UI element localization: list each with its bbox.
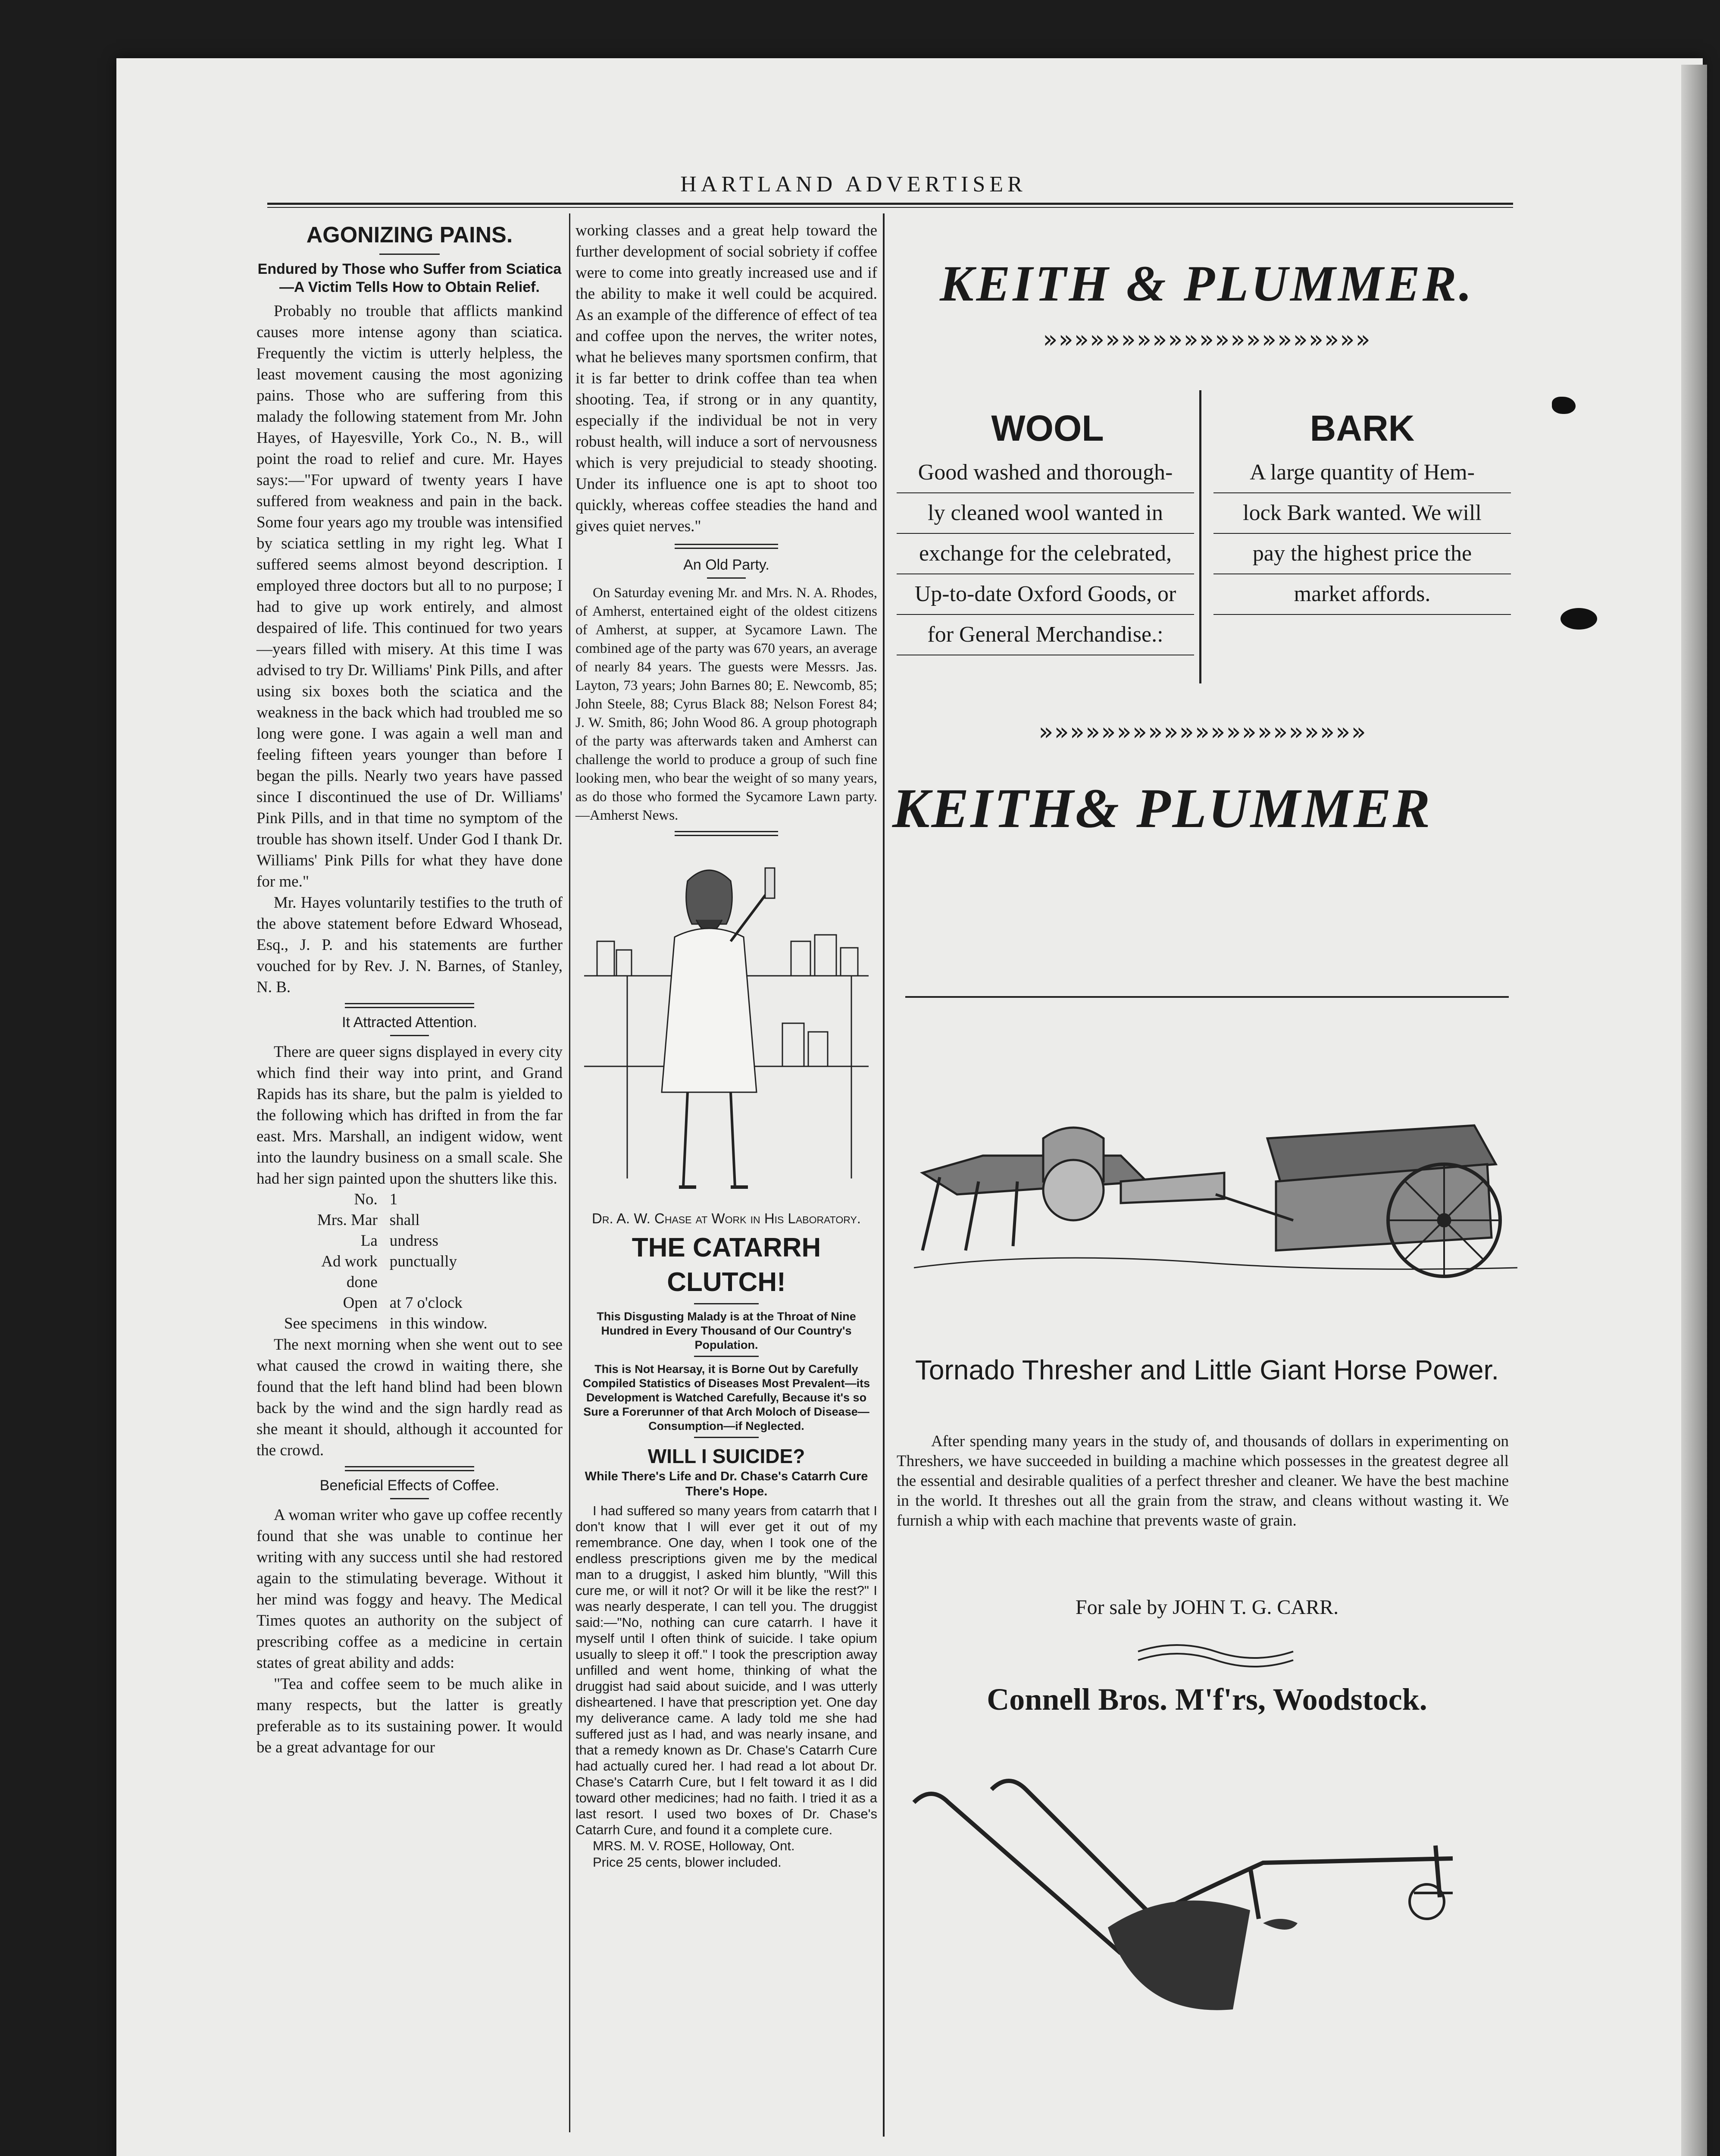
bark-line: lock Bark wanted. We will (1213, 493, 1511, 534)
catarrh-clutch-title: THE CATARRH CLUTCH! (632, 1233, 821, 1297)
ornament-icon (1129, 1639, 1302, 1673)
separator (694, 1437, 759, 1438)
sign-cell: punctually (389, 1253, 457, 1270)
sign-cell: in this window. (389, 1315, 488, 1332)
masthead-rule-thin (267, 207, 1513, 208)
double-rule (345, 1003, 474, 1008)
page-fold-edge (1681, 65, 1707, 2156)
wool-line: exchange for the celebrated, (897, 534, 1194, 574)
wool-text (897, 453, 1194, 655)
catarrh-subtitle-1: This Disgusting Malady is at the Throat of Nine Hundred in Every Thousand of Our Country's Population. (597, 1310, 856, 1351)
chevron-border-icon: »»»»»»»»»»»»»»»»»»»»» (1043, 326, 1371, 354)
bark-line: pay the highest price the (1213, 534, 1511, 574)
wool-line: ly cleaned wool wanted in (897, 493, 1194, 534)
double-rule (675, 831, 778, 836)
thresher-illustration (914, 1121, 1517, 1302)
article-subtitle: Endured by Those who Suffer from Sciatica—A Victim Tells How to Obtain Relief. (257, 261, 562, 295)
sign-cell: La (360, 1232, 378, 1250)
separator (379, 254, 440, 255)
article-paragraph: "Tea and coffee seem to be much alike in many respects, but the latter is greatly preferable as to its sustaining power. It would be a great advantage for our (256, 1675, 563, 1756)
sign-cell: No. (354, 1191, 378, 1208)
paper-blemish (1561, 608, 1597, 630)
keith-plummer-title: KEITH & PLUMMER. (939, 255, 1475, 312)
signature-line: MRS. M. V. ROSE, Holloway, Ont. (593, 1838, 795, 1853)
column-2 (575, 220, 877, 1871)
bark-line: A large quantity of Hem- (1213, 453, 1511, 493)
paper-blemish (1552, 397, 1576, 414)
sign-table (278, 1189, 494, 1334)
catarrh-subtitle-2: This is Not Hearsay, it is Borne Out by Carefully Compiled Statistics of Diseases Most Prevalent—its Development is Watched Carefully, Because it's so Sure a Forerunner of that Arch Moloch of Disease—Consumption—if Neglected. (582, 1363, 870, 1432)
article-title-attracted-attention: It Attracted Attention. (342, 1014, 477, 1031)
box-divider (1199, 390, 1201, 683)
ad-rule (905, 996, 1509, 998)
keith-plummer-title-2: KEITH& PLUMMER (892, 777, 1432, 840)
article-paragraph: On Saturday evening Mr. and Mrs. N. A. Rhodes, of Amherst, entertained eight of the oldest citizens of Amherst, at supper, at Sycamore Lawn. The combined age of the party was 670 years, an average of nearly 84 years. The guests were Messrs. Jas. Layton, 73 years; John Barnes 80; E. Newcomb, 85; John Steele, 88; Cyrus Black 88; Nelson Forest 84; J. W. Smith, 86; John Wood 86. A group photograph of the party was afterwards taken and Amherst can challenge the world to produce a group of such fine looking men, who bear the weight of so many years, as do those who formed the Sycamore Lawn party.—Amherst News. (575, 585, 877, 823)
will-i-suicide-title: WILL I SUICIDE? (647, 1445, 805, 1467)
for-sale-line: For sale by JOHN T. G. CARR. (1075, 1596, 1339, 1619)
double-rule (345, 1466, 474, 1471)
column-1 (256, 220, 563, 1758)
bark-text (1213, 453, 1511, 615)
sign-cell: done (346, 1273, 378, 1291)
article-paragraph: There are queer signs displayed in every city which find their way into print, and Grand Rapids has its share, but the palm is yielded to the following which has drifted in from the far east. Mrs. Marshall, an indigent widow, went into the laundry business on a small scale. She had her sign painted upon the shutters like this. (256, 1043, 563, 1188)
masthead-rule (267, 203, 1513, 205)
article-title-agonizing-pains: AGONIZING PAINS. (306, 222, 513, 248)
article-paragraph: Mr. Hayes voluntarily testifies to the truth of the above statement before Edward Whosead, Esq., J. P. and his statements are further vouched for by Rev. J. N. Barnes, of Stanley, N. B. (256, 894, 563, 996)
maker-line: Connell Bros. M'f'rs, Woodstock. (987, 1682, 1427, 1717)
article-paragraph: Probably no trouble that afflicts mankind causes more intense agony than sciatica. Frequently the victim is utterly helpless, the least movement causing the most agonizing pains. Those who are suffering from this malady the following statement from Mr. John Hayes, of Hayesville, York Co., N. B., will point the road to relief and cure. Mr. Hayes says:—"For upward of twenty years I have suffered from weakness and pain in the back. Some four years ago my trouble was intensified by sciatica settling in my right leg. What I suffered seems almost beyond description. I employed three doctors but all to no purpose; I had to give up work entirely, and almost despaired of life. This continued for two years—years filled with misery. At this time I was advised to try Dr. Williams' Pink Pills, and after using six boxes both the sciatica and the weakness in the back which had troubled me so long were gone. I was again a well man and feeling fifteen years younger than before I began the pills. Nearly two years have passed since I discontinued the use of Dr. Williams' Pink Pills, and in that time no symptom of the trouble has shown itself. Under God I thank Dr. Williams' Pink Pills for what they have done for me." (256, 302, 563, 890)
sign-cell: Open (343, 1294, 378, 1312)
sign-cell: See specimens (284, 1315, 378, 1332)
sign-cell: Mrs. Mar (317, 1211, 378, 1229)
separator (390, 1498, 429, 1499)
column-rule-1 (569, 213, 570, 2132)
separator (694, 1303, 759, 1304)
separator (694, 1356, 759, 1357)
wool-line: Up-to-date Oxford Goods, or (897, 574, 1194, 615)
suicide-subtitle: While There's Life and Dr. Chase's Catarrh Cure There's Hope. (585, 1470, 868, 1498)
article-paragraph: I had suffered so many years from catarrh that I don't know that I will ever get it out of my remembrance. One day, when I took one of the endless prescriptions given me by the medical man to a druggist, I asked him bluntly, "Will this cure me, or will it not? Or will it be like the rest?" I was nearly desperate, I can tell you. The druggist said:—"No, nothing can cure catarrh. I have it myself until I often think of suicide. I take opium usually to sleep it off." I took the prescription away unfilled and went home, thinking of what the druggist had said about suicide, and I was utterly disheartened. I have that prescription yet. One day my deliverance came. A lady told me she had suffered just as I had, and was nearly insane, and that a remedy known as Dr. Chase's Catarrh Cure had actually cured her. I had read a lot about Dr. Chase's Catarrh Cure, but I felt toward it as I did toward other medicines; had no faith. I tried it as a last resort. I used two boxes of Dr. Chase's Catarrh Cure, and found it a complete cure. (575, 1503, 877, 1837)
sign-cell: Ad work (321, 1253, 378, 1270)
sign-cell (384, 1272, 494, 1293)
illustration-caption: Dr. A. W. Chase at Work in His Laboratory. (592, 1210, 861, 1226)
sign-cell: undress (389, 1232, 438, 1250)
masthead: HARTLAND ADVERTISER (680, 172, 1027, 197)
wool-line: Good washed and thorough- (897, 453, 1194, 493)
article-title-coffee: Beneficial Effects of Coffee. (319, 1477, 500, 1494)
separator (390, 1035, 429, 1036)
thresher-title: Tornado Thresher and Little Giant Horse Power. (915, 1354, 1499, 1385)
wool-line: for General Merchandise.: (897, 615, 1194, 655)
article-paragraph: The next morning when she went out to see what caused the crowd in waiting there, she found that the left hand blind had been blown back by the wind and the sign hardly read as she meant it should, although it accounted for the crowd. (256, 1336, 563, 1459)
price-line: Price 25 cents, blower included. (593, 1855, 782, 1870)
sign-cell: shall (389, 1211, 420, 1229)
article-title-old-party: An Old Party. (683, 557, 769, 573)
doctor-illustration (575, 842, 877, 1204)
article-paragraph: working classes and a great help toward the further development of social sobriety if coffee were to come into greatly increased use and if the ability to make it well could be acquired. As an example of the difference of effect of tea and coffee upon the nerves, the writer notes, what he believes many sportsmen confirm, that it is far better to drink coffee than tea when shooting. Tea, if strong or in any quantity, especially if the individual be not in very robust health, will induce a sort of nervousness which is very prejudicial to steady shooting. Under its influence one is apt to shoot too quickly, whereas coffee steadies the hand and gives quiet nerves." (575, 222, 877, 535)
sign-cell: 1 (389, 1191, 398, 1208)
chevron-border-icon: »»»»»»»»»»»»»»»»»»»»» (1038, 718, 1367, 746)
article-paragraph: A woman writer who gave up coffee recently found that she was unable to continue her writing with any success until she had restored again to the stimulating beverage. Without it her mind was foggy and heavy. The Medical Times quotes an authority on the subject of prescribing coffee as a medicine in certain states of great ability and adds: (256, 1506, 563, 1672)
double-rule (675, 544, 778, 549)
sign-cell: at 7 o'clock (389, 1294, 463, 1312)
plow-illustration (905, 1772, 1509, 2018)
separator (707, 577, 746, 579)
column-rule-2 (883, 213, 885, 2137)
bark-line: market affords. (1213, 574, 1511, 615)
thresher-description: After spending many years in the study of, and thousands of dollars in experimenting on Threshers, we have succeeded in building a machine which possesses in the greatest degree all the essential and desirable qualities of a perfect thresher and cleaner. We have the best machine in the world. It threshes out all the grain from the straw, and cleans without wasting it. We furnish a whip with each machine that prevents waste of grain. (897, 1432, 1509, 1529)
wool-title: WOOL (991, 408, 1104, 448)
bark-title: BARK (1310, 408, 1415, 448)
